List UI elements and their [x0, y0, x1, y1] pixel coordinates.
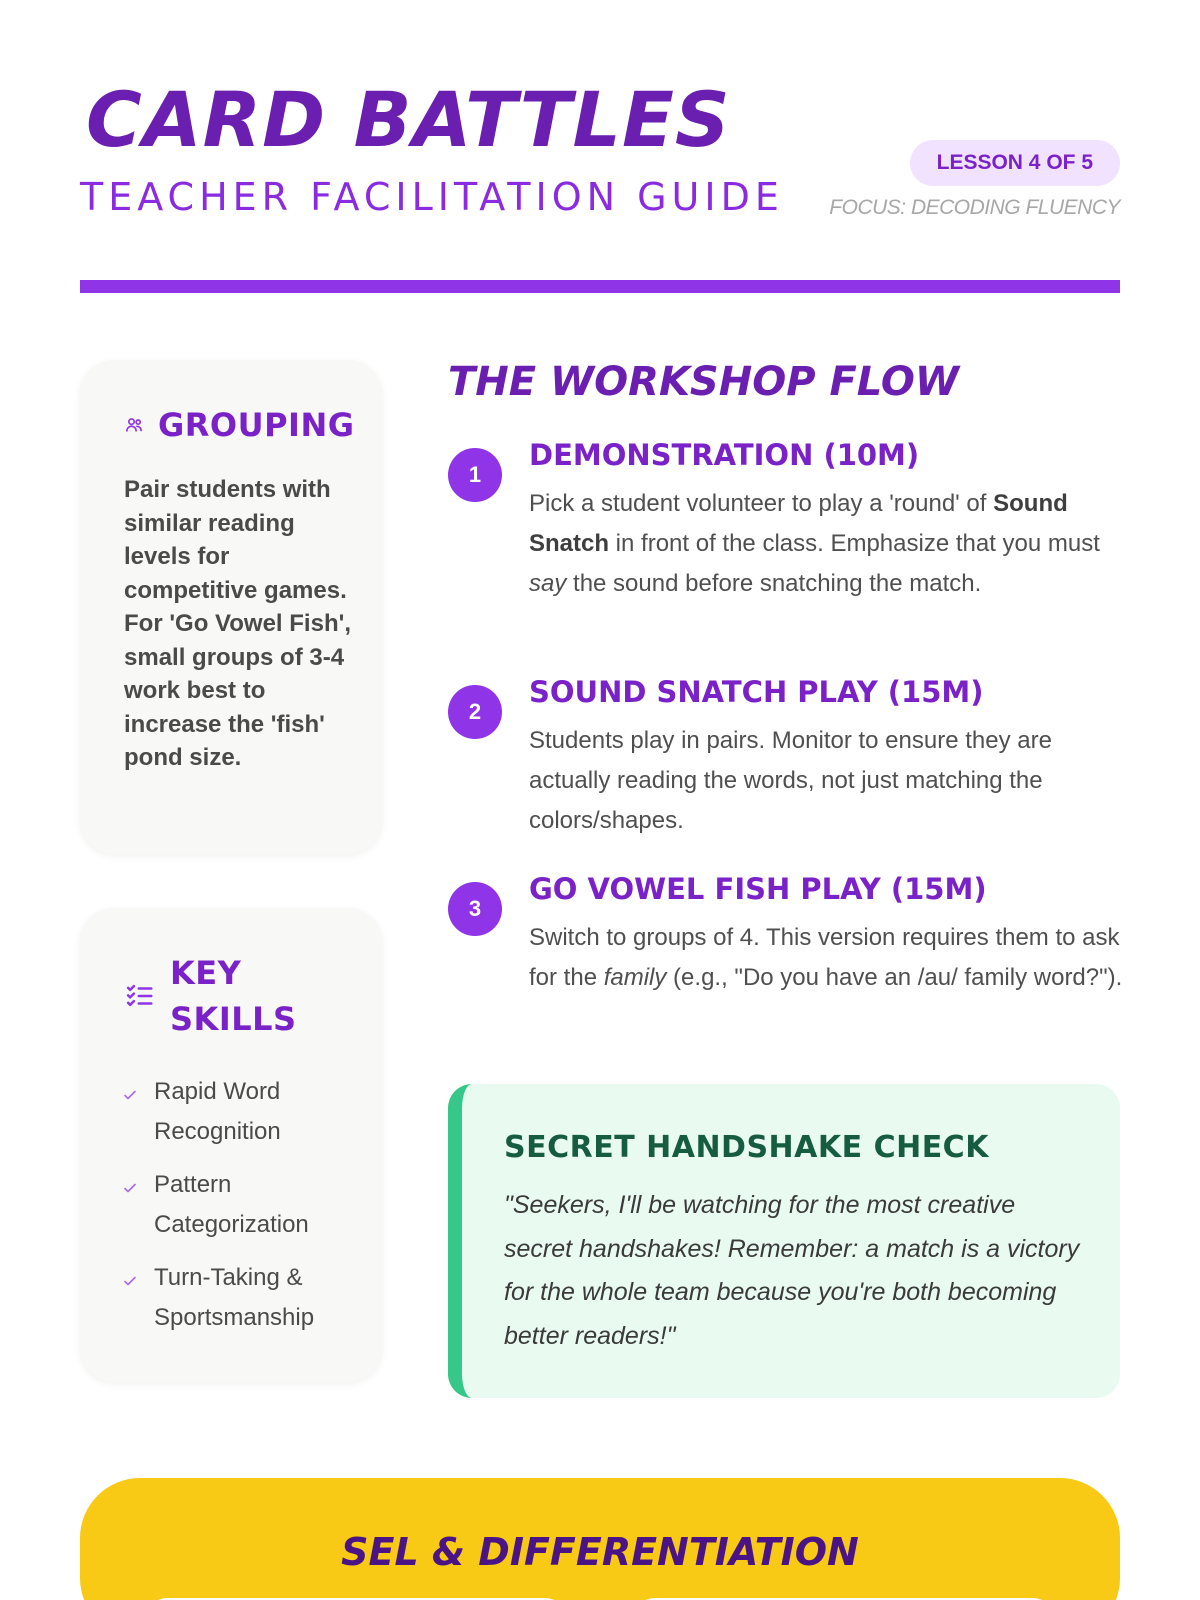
header: [80, 75, 1120, 219]
grouping-title: GROUPING: [158, 406, 355, 444]
callout-quote: "Seekers, I'll be watching for the most creative secret handshakes! Remember: a match is a victory for the whole team because you're both becoming better readers!": [504, 1191, 1080, 1350]
workshop-section: [448, 359, 1120, 405]
skills-title: KEY SKILLS: [170, 954, 297, 1038]
sel-section: [80, 1478, 1120, 1600]
check-icon: [123, 1181, 137, 1195]
skill-label: Turn-Taking & Sportsmanship: [154, 1264, 315, 1331]
grouping-text: Pair students with similar reading levels for competitive games. For 'Go Vowel Fish', small groups of 3-4 work best to increase the 'fish' pond size.: [124, 476, 351, 771]
people-icon: [122, 413, 146, 437]
lesson-badge: LESSON 4 OF 5: [910, 140, 1120, 186]
skills-heading: [124, 950, 310, 1042]
list-item: [124, 1072, 364, 1152]
page-title: CARD BATTLES: [86, 75, 731, 164]
callout-title: SECRET HANDSHAKE CHECK: [504, 1130, 989, 1165]
sel-title: SEL & DIFFERENTIATION: [341, 1530, 859, 1574]
step-body: Switch to groups of 4. This version requires them to ask for the family (e.g., "Do you have an /au/ family word?").: [529, 924, 1123, 991]
header-divider: [80, 280, 1120, 293]
grouping-heading: [122, 402, 355, 448]
list-item: [124, 1258, 364, 1338]
step-number: 3: [448, 882, 502, 936]
section-title: THE WORKSHOP FLOW: [448, 359, 959, 405]
step-title: DEMONSTRATION (10M): [529, 438, 920, 472]
step-number: 2: [448, 685, 502, 739]
list-item: [124, 1165, 364, 1245]
skill-label: Pattern Categorization: [154, 1171, 309, 1238]
checklist-icon: [124, 980, 156, 1012]
step-body: Pick a student volunteer to play a 'round' of Sound Snatch in front of the class. Emphasize that you must say the sound before snatching the match.: [529, 490, 1100, 597]
step-title: SOUND SNATCH PLAY (15M): [529, 675, 984, 709]
handshake-callout: [448, 1084, 1120, 1398]
focus-label: FOCUS: DECODING FLUENCY: [829, 196, 1120, 219]
check-icon: [123, 1274, 137, 1288]
step-title: GO VOWEL FISH PLAY (15M): [529, 872, 987, 906]
check-icon: [123, 1088, 137, 1102]
page-subtitle: TEACHER FACILITATION GUIDE: [80, 175, 784, 219]
skill-label: Rapid Word Recognition: [154, 1078, 281, 1145]
skills-list: [124, 1072, 364, 1351]
step-number: 1: [448, 448, 502, 502]
step-body: Students play in pairs. Monitor to ensure they are actually reading the words, not just matching the colors/shapes.: [529, 727, 1052, 834]
